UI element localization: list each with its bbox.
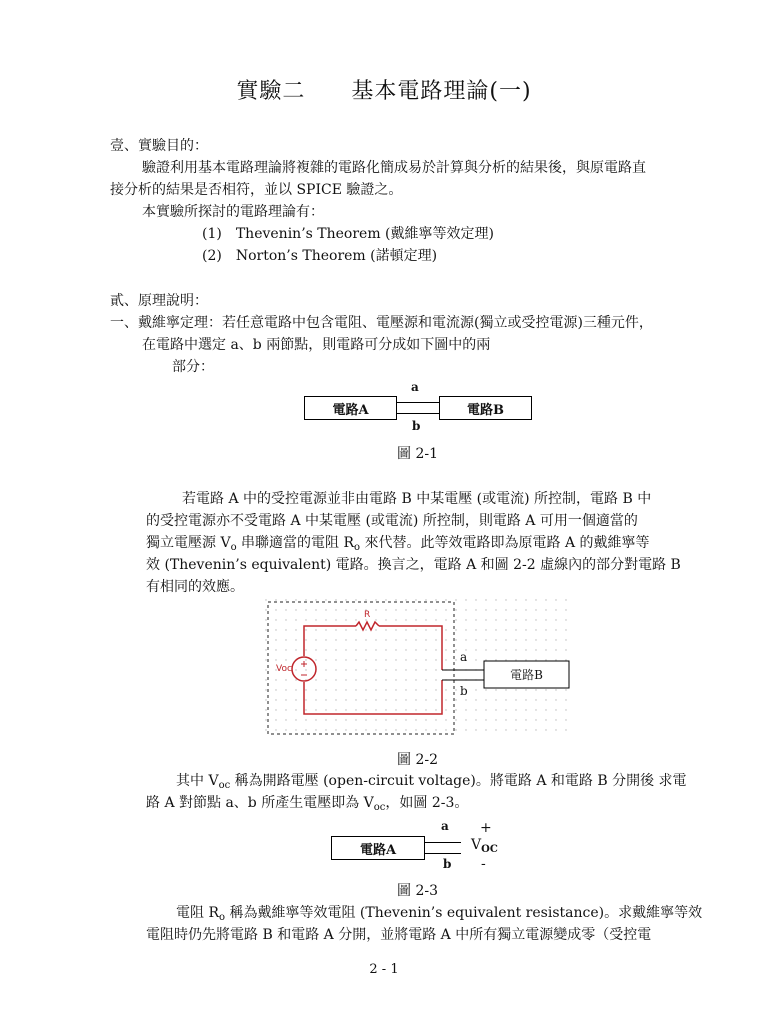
text-run: 稱為戴維寧等效電阻 (Thevenin’s equivalent resistance)。求戴維寧等效: [225, 905, 703, 921]
item-number: (2): [202, 248, 222, 264]
text-run: 串聯適當的電阻 R: [236, 535, 355, 551]
theorem-item-2: [202, 245, 437, 267]
para3-line2: [146, 792, 468, 819]
page-title: [0, 74, 768, 105]
circuit-a-box: 電路A: [304, 396, 397, 420]
text-run: 來代替。此等效電路即為原電路 A 的戴維寧等: [360, 535, 650, 551]
text-run: 其中 V: [176, 773, 219, 789]
section1-heading: 壹、實驗目的：: [110, 138, 208, 154]
plus-sign: +: [480, 820, 492, 836]
title-part1: 實驗二: [236, 79, 306, 104]
node-b-label: b: [460, 684, 468, 698]
subscript: o: [219, 912, 226, 923]
text-run: V: [471, 837, 482, 853]
section1-para1-line2: 接分析的結果是否相符，並以 SPICE 驗證之。: [110, 182, 403, 198]
para2-line1: 若電路 A 中的受控電源並非由電路 B 中某電壓 (或電流) 所控制，電路 B 中: [182, 491, 652, 507]
resistor-label: R: [364, 610, 371, 620]
wire-a: [397, 402, 439, 403]
node-a-label: a: [411, 380, 419, 394]
circuit-b-box: 電路B: [439, 396, 532, 420]
circuit-a-box: 電路A: [331, 836, 425, 860]
source-label: Voc: [276, 664, 292, 674]
item-number: (1): [202, 226, 222, 242]
section2-heading: 貳、原理說明：: [110, 293, 208, 309]
figure-caption: 圖 2-1: [397, 446, 438, 462]
section1-para2: 本實驗所探討的電路理論有：: [142, 204, 324, 220]
figure-caption: 圖 2-3: [397, 883, 438, 899]
section2-line2: 在電路中選定 a、b 兩節點，則電路可分成如下圖中的兩: [142, 337, 491, 353]
text-run: 路 A 對節點 a、b 所產生電壓即為 V: [146, 795, 374, 811]
wire-a: [425, 842, 461, 843]
page-number: 2 - 1: [369, 962, 399, 977]
subscript: o: [354, 542, 361, 553]
node-a-label: a: [441, 819, 449, 833]
text-run: 稱為開路電壓 (open-circuit voltage)。將電路 A 和電路 B 分開後 求電: [230, 773, 687, 789]
para2-line4: 效 (Thevenin’s equivalent) 電路。換言之，電路 A 和圖 2-2 虛線內的部分對電路 B: [146, 557, 681, 573]
subscript: oc: [218, 780, 231, 791]
node-b-label: b: [412, 419, 421, 433]
node-b-label: b: [443, 857, 452, 871]
section2-line3: 部分：: [172, 359, 214, 375]
subscript: o: [230, 542, 237, 553]
theorem-item-1: [202, 223, 494, 245]
title-part2: 基本電路理論(一): [351, 79, 532, 104]
wire-b: [425, 853, 461, 854]
para4-line2: 電阻時仍先將電路 B 和電路 A 分開，並將電路 A 中所有獨立電源變成零（受控電: [146, 927, 652, 943]
node-a-label: a: [460, 650, 468, 664]
text-run: ，如圖 2-3。: [385, 795, 469, 811]
para2-line2: 的受控電源亦不受電路 A 中某電壓 (或電流) 所控制，則電路 A 可用一個適當的: [146, 513, 638, 529]
section2-line1: 一、戴維寧定理：若任意電路中包含電阻、電壓源和電流源(獨立或受控電源)三種元件，: [110, 315, 653, 331]
item-text: Norton’s Theorem (諾頓定理): [235, 248, 438, 264]
circuit-b-label: 電路B: [510, 668, 543, 682]
voc-label: [471, 837, 498, 855]
item-text: Thevenin’s Theorem (戴維寧等效定理): [235, 226, 494, 242]
para2-line5: 有相同的效應。: [146, 579, 244, 595]
figure-caption: 圖 2-2: [397, 752, 438, 768]
text-run: 電阻 R: [176, 905, 219, 921]
subscript: oc: [373, 802, 386, 813]
text-run: 獨立電壓源 V: [146, 535, 231, 551]
section1-para1-line1: 驗證利用基本電路理論將複雜的電路化簡成易於計算與分析的結果後，與原電路直: [142, 160, 646, 176]
minus-sign: -: [481, 856, 486, 872]
wire-b: [397, 413, 439, 414]
subscript: OC: [481, 844, 498, 855]
